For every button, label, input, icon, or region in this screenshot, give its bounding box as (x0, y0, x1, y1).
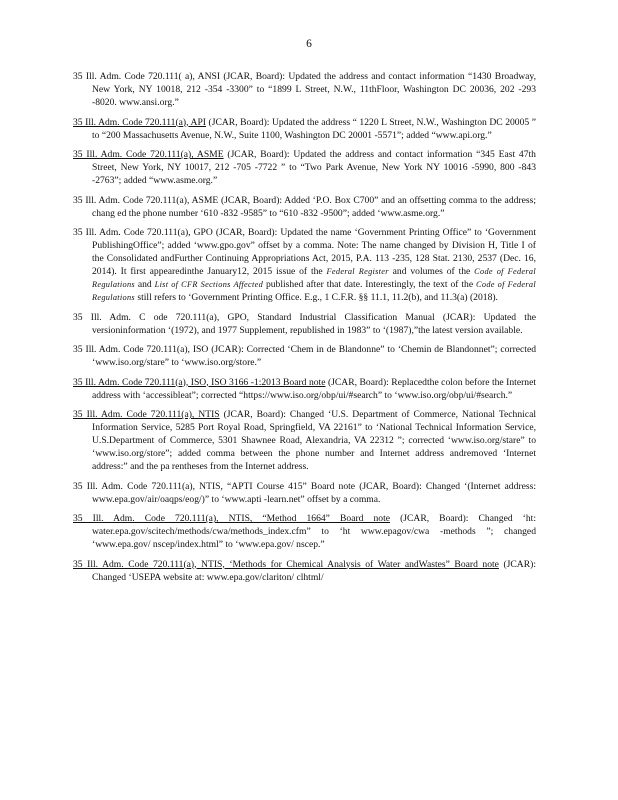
italic-title: Code of Federal Regulations (92, 267, 536, 289)
entry-text: 35 Ill. Adm. Code 720.111(a), ASME (JCAR, Board): Added ‘P.O. Box C700” and an offsetting comma to the address; chang ed the phone number ‘610 -832 -9585” to “610 -832 -9500”; added ‘www.asme.org.” (73, 194, 536, 219)
amendment-entry-gpo-sic (0, 311, 618, 337)
entry-citation: 35 Ill. Adm. Code 720.111(a), ASME (73, 149, 224, 160)
amendment-entry-ntis (0, 408, 618, 473)
entry-text: (JCAR, Board): Replacedthe colon before the Internet address with ‘accessibleat”; corrected “https://www.iso.org/obp/ui/#search” to ‘www.iso.org/obp/ui/#search.” (92, 376, 536, 401)
entry-citation: 35 Ill. Adm. Code 720.111(a), NTIS, ‘Methods for Chemical Analysis of Water andWastes” Board note (73, 558, 499, 570)
entry-text: 35 Ill. Adm. Code 720.111(a), NTIS, “APTI Course 415” Board note (JCAR, Board): Changed ‘(Internet address: www.epa.gov/air/oaqps/eog/)” to ‘www.apti -learn.net” offset by a comma. (73, 480, 536, 505)
amendment-entry-ntis-method-1664 (0, 512, 618, 551)
page-number: 6 (306, 38, 312, 50)
amendment-entry-asme-address (0, 148, 618, 187)
amendment-entry-iso-3166 (0, 376, 618, 402)
entry-text: still refers to ‘Government Printing Office. E.g., 1 C.F.R. §§ 11.1, 11.2(b), and 11.3(a) (2018). (134, 292, 498, 303)
amendment-entry-ntis-methods-water (0, 558, 618, 584)
entry-text: 35 Ill. Adm. Code 720.111(a), GPO (JCAR, Board): Updated the name ‘Government Printing Office” to ‘Government PublishingOffice”; added ‘www.gpo.gov” offset by a comma. Note: The name changed by Division H, Title I of the Consolidated andFurther Continuing Appropriations Act, 2015, P.A. 113 -235, 128 Stat. 2130, 2537 (Dec. 16, 2014). It first appearedinthe January12, 2015 issue of the (73, 227, 536, 277)
entry-text: (JCAR): Changed ‘USEPA website at: www.epa.gov/clariton/ clhtml/ (92, 558, 536, 583)
entry-citation: 35 Ill. Adm. Code 720.111(a), API (73, 116, 206, 128)
entry-text: (JCAR, Board): Updated the address “ 1220 L Street, N.W., Washington DC 20005 ” to “200 Massachusetts Avenue, N.W., Suite 1100, Washington DC 20001 -5571”; added “www.api.org.” (92, 116, 536, 141)
entry-text: 35 Ill. Adm. Code 720.111(a), ISO (JCAR): Corrected ‘Chem in de Blandonne” to ‘Chemin de Blandonnet”; corrected ‘www.iso.org/stare” to ‘www.iso.org/store.” (73, 344, 536, 368)
entry-text: (JCAR, Board): Changed ‘ht: water.epa.gov/scitech/methods/cwa/methods_index.cfm” to ‘ht www.epagov/cwa -methods ”; changed ‘www.epa.gov/ nscep/index.html” to ‘www.epa.gov/ nscep.” (92, 513, 536, 550)
entry-citation: 35 Ill. Adm. Code 720.111(a), ISO, ISO 3166 -1:2013 Board note (73, 376, 326, 388)
entry-text: (JCAR, Board): Changed ‘U.S. Department of Commerce, National Technical Information Service, 5285 Port Royal Road, Springfield, VA 22161” to ‘National Technical Information Service, U.S.Department of Commerce, 5301 Shawnee Road, Alexandria, VA 22312 ”; corrected ‘www.iso.org/stare” to ‘www.iso.org/store”; added comma between the phone number and Internet address andremoved ‘Internet address:” and the pa rentheses from the Internet address. (92, 409, 536, 472)
entry-text: 35 Ill. Adm. C ode 720.111(a), GPO, Standard Industrial Classification Manual (JCAR): Updated the versioninformation ‘(1972), and 1977 Supplement, republished in 1983” to ‘(1987),”the latest version available. (73, 311, 536, 336)
entry-text: and volumes of the (388, 266, 475, 277)
entry-text: 35 Ill. Adm. Code 720.111( a), ANSI (JCAR, Board): Updated the address and contact information “1430 Broadway, New York, NY 10018, 212 -354 -3300” to “1899 L Street, N.W., 11thFloor, Washington DC 20036, 202 -293 -8020. www.ansi.org.” (73, 71, 536, 108)
amendment-entry-api (0, 116, 618, 142)
entry-citation: 35 Ill. Adm. Code 720.111(a), NTIS, “Method 1664” Board note (73, 513, 391, 524)
amendment-entry-asme-phone (0, 194, 618, 220)
entry-text: published after that date. Interestingly, the text of the (263, 279, 477, 290)
amendment-entry-gpo (0, 226, 618, 304)
amendment-list (0, 70, 618, 590)
entry-citation: 35 Ill. Adm. Code 720.111(a), NTIS (73, 409, 220, 420)
amendment-entry-ntis-apti (0, 480, 618, 506)
amendment-entry-ansi (0, 70, 618, 109)
italic-title: List of CFR Sections Affected (154, 280, 264, 289)
amendment-entry-iso (0, 343, 618, 369)
italic-title: Federal Register (326, 267, 389, 276)
entry-text: (JCAR, Board): Updated the address and contact information “345 East 47th Street, New York, NY 10017, 212 -705 -7722 ” to “Two Park Avenue, New York NY 10016 -5990, 800 -843 -2763”; added “www.asme.org.” (92, 149, 536, 186)
italic-title: Code of Federal Regulations (92, 280, 536, 302)
entry-text: and (134, 279, 155, 290)
